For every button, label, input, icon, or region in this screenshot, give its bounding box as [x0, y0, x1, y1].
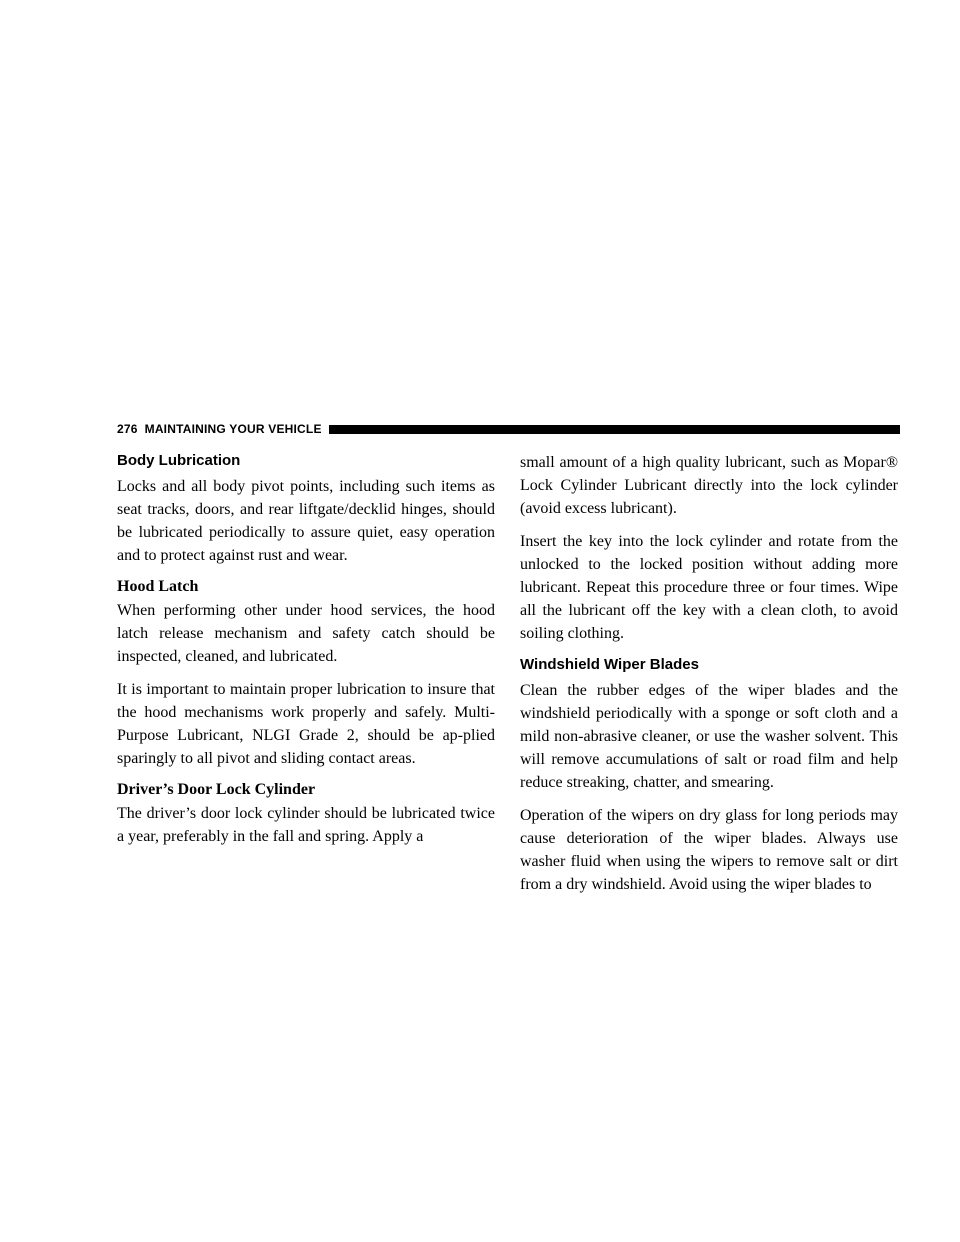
hood-latch-heading: Hood Latch: [117, 578, 199, 595]
right-column: [520, 451, 898, 906]
wiper-blades-paragraph-1: Clean the rubber edges of the wiper blades and the windshield periodically with a sponge or soft cloth and a mild non-abrasive cleaner, or use the washer solvent. This will remove accumulations of salt or road film and help reduce streaking, chatter, and smearing.: [520, 682, 898, 791]
door-lock-paragraph: The driver’s door lock cylinder should be lubricated twice a year, preferably in the fall and spring. Apply a: [117, 805, 495, 845]
door-lock-paragraph-2: Insert the key into the lock cylinder and rotate from the unlocked to the locked position without adding more lubricant. Repeat this procedure three or four times. Wipe all the lubricant off the key with a clean cloth, to avoid soiling clothing.: [520, 533, 898, 642]
body-lubrication-paragraph: Locks and all body pivot points, including such items as seat tracks, doors, and rear liftgate/decklid hinges, should be lubricated periodically to assure quiet, easy operation and to protect against rust and wear.: [117, 478, 495, 564]
hood-latch-paragraph-2: It is important to maintain proper lubrication to insure that the hood mechanisms work properly and safely. Multi-Purpose Lubricant, NLGI Grade 2, should be ap-plied sparingly to all pivot and sliding contact areas.: [117, 681, 495, 767]
door-lock-heading: Driver’s Door Lock Cylinder: [117, 781, 316, 798]
wiper-blades-heading: Windshield Wiper Blades: [520, 656, 699, 673]
left-column: [117, 451, 495, 858]
page-header: [117, 420, 900, 438]
door-lock-continued-paragraph: small amount of a high quality lubricant, such as Mopar® Lock Cylinder Lubricant directly into the lock cylinder (avoid excess lubricant).: [520, 454, 898, 517]
hood-latch-paragraph-1: When performing other under hood services, the hood latch release mechanism and safety catch should be inspected, cleaned, and lubricated.: [117, 602, 495, 665]
body-lubrication-heading: Body Lubrication: [117, 452, 241, 469]
section-title: MAINTAINING YOUR VEHICLE: [144, 422, 322, 436]
wiper-blades-paragraph-2: Operation of the wipers on dry glass for long periods may cause deterioration of the wiper blades. Always use washer fluid when using the wipers to remove salt or dirt from a dry windshield. Avoid using the wiper blades to: [520, 807, 898, 893]
header-rule: [329, 425, 900, 434]
page-number: 276: [117, 422, 138, 436]
